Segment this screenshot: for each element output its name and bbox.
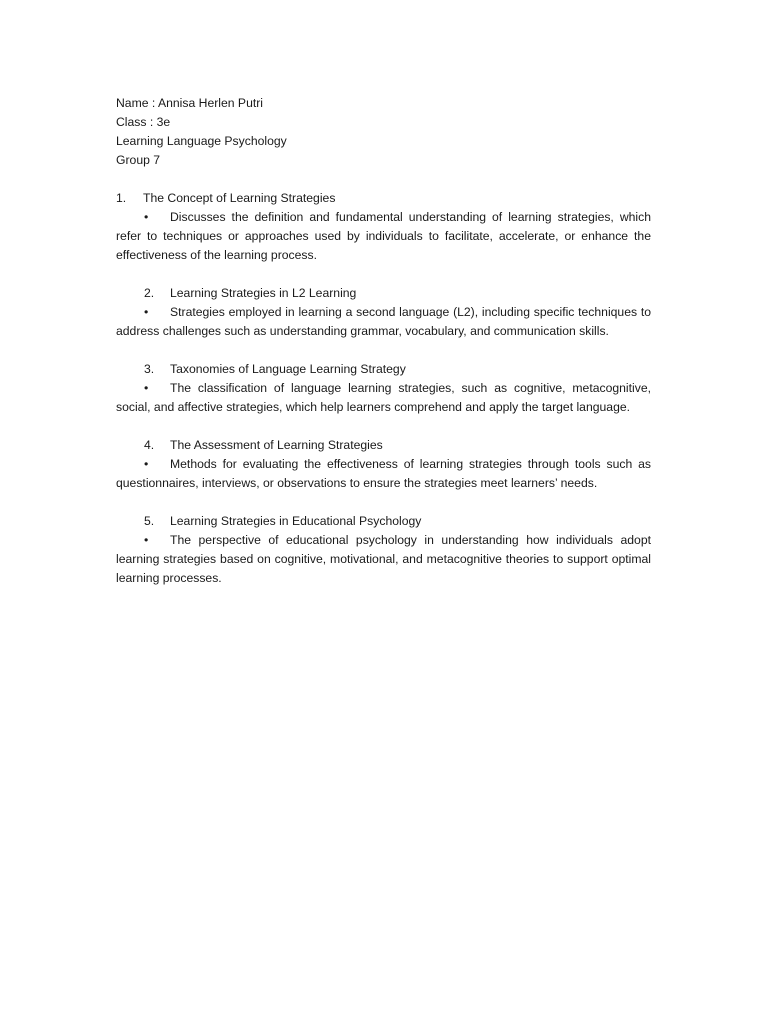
section-3 xyxy=(116,360,651,417)
bullet-icon: • xyxy=(144,457,149,471)
section-title: The Assessment of Learning Strategies xyxy=(170,438,383,452)
section-text: The perspective of educational psychology in understanding how individuals adopt learning strategies based on cognitive, motivational, and metacognitive theories to support optimal learning processes. xyxy=(116,533,651,585)
section-text: The classification of language learning strategies, such as cognitive, metacognitive, social, and affective strategies, which help learners comprehend and apply the target language. xyxy=(116,381,651,414)
section-paragraph xyxy=(116,531,651,588)
section-heading xyxy=(116,512,651,531)
section-heading xyxy=(116,189,651,208)
section-paragraph xyxy=(116,455,651,493)
section-4 xyxy=(116,436,651,493)
section-paragraph xyxy=(116,208,651,265)
bullet-icon: • xyxy=(144,533,149,547)
student-info xyxy=(116,94,651,170)
section-text: Methods for evaluating the effectiveness of learning strategies through tools such as questionnaires, interviews, or observations to ensure the strategies meet learners’ needs. xyxy=(116,457,651,490)
document-body xyxy=(116,94,651,588)
section-heading xyxy=(116,360,651,379)
section-5 xyxy=(116,512,651,588)
section-heading xyxy=(116,436,651,455)
group-label: Group 7 xyxy=(116,153,161,167)
section-number: 3. xyxy=(144,362,155,376)
section-text: Strategies employed in learning a second language (L2), including specific techniques to address challenges such as understanding grammar, vocabulary, and communication skills. xyxy=(116,305,651,338)
section-paragraph xyxy=(116,379,651,417)
spacer xyxy=(116,170,651,189)
section-number: 4. xyxy=(144,438,155,452)
section-text: Discusses the definition and fundamental understanding of learning strategies, which refer to techniques or approaches used by individuals to facilitate, accelerate, or enhance the effectiveness of the learning process. xyxy=(116,210,651,262)
bullet-icon: • xyxy=(144,210,149,224)
student-class: Class : 3e xyxy=(116,115,171,129)
section-2 xyxy=(116,284,651,341)
section-1 xyxy=(116,189,651,265)
section-title: Taxonomies of Language Learning Strategy xyxy=(170,362,406,376)
student-name: Name : Annisa Herlen Putri xyxy=(116,96,263,110)
bullet-icon: • xyxy=(144,381,149,395)
section-title: Learning Strategies in Educational Psychology xyxy=(170,514,422,528)
bullet-icon: • xyxy=(144,305,149,319)
section-title: The Concept of Learning Strategies xyxy=(143,191,336,205)
section-number: 2. xyxy=(144,286,155,300)
section-number: 5. xyxy=(144,514,155,528)
section-title: Learning Strategies in L2 Learning xyxy=(170,286,357,300)
section-number: 1. xyxy=(116,191,127,205)
course-title: Learning Language Psychology xyxy=(116,134,287,148)
section-heading xyxy=(116,284,651,303)
section-paragraph xyxy=(116,303,651,341)
